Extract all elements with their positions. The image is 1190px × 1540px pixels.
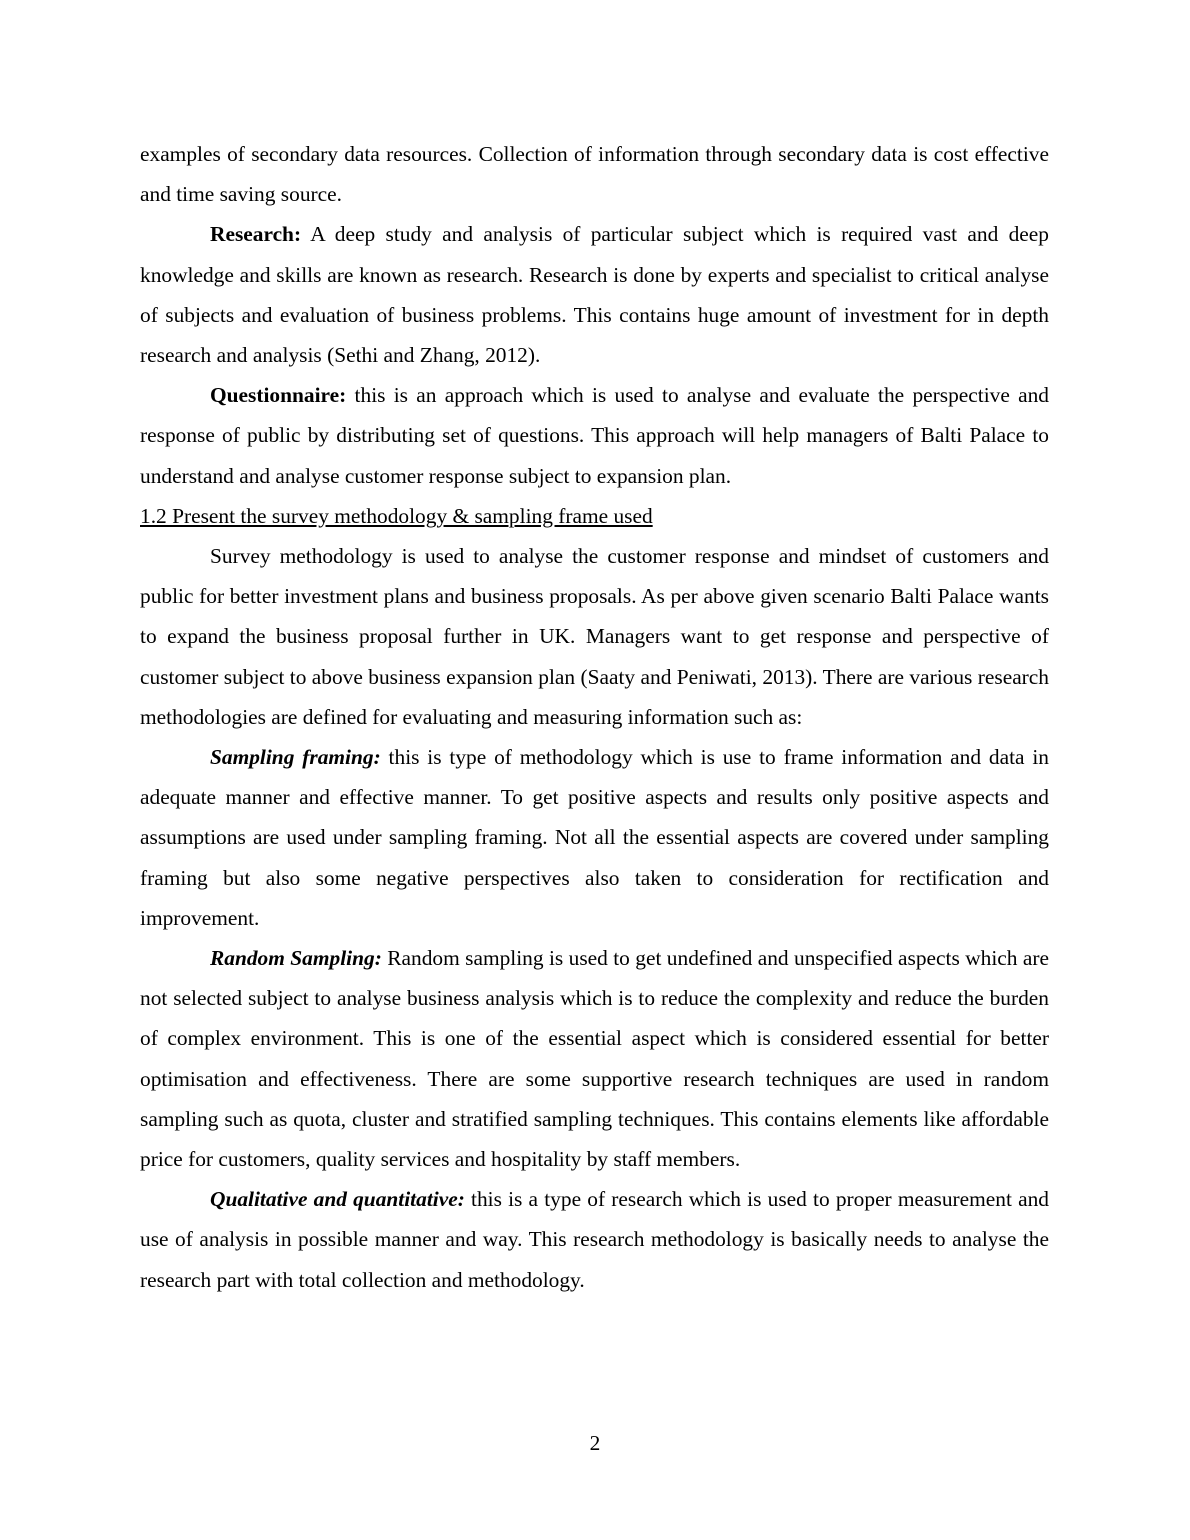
sampling-framing-paragraph [140,737,1049,938]
qualitative-quantitative-term: Qualitative and quantitative: [210,1187,465,1212]
section-heading: 1.2 Present the survey methodology & sampling frame used [140,503,653,528]
qualitative-quantitative-paragraph [140,1179,1049,1300]
qualitative-quantitative-text: this is a type of research which is used to proper measurement and use of analysis in possible manner and way. This research methodology is basically needs to analyse the research part with total collection and methodology. [140,1187,1049,1292]
research-paragraph [140,214,1049,375]
page-body [140,134,1049,1300]
research-text: A deep study and analysis of particular subject which is required vast and deep knowledge and skills are known as research. Research is done by experts and specialist to critical analyse of subjects and evaluation of business problems. This contains huge amount of investment for in depth research and analysis (Sethi and Zhang, 2012). [140,222,1049,368]
random-sampling-paragraph [140,938,1049,1179]
intro-paragraph: examples of secondary data resources. Collection of information through secondary data is cost effective and time saving source. [140,142,1049,207]
random-sampling-term: Random Sampling: [210,946,382,971]
research-term: Research: [210,222,302,247]
sampling-framing-term: Sampling framing: [210,745,381,770]
questionnaire-text: this is an approach which is used to analyse and evaluate the perspective and response of public by distributing set of questions. This approach will help managers of Balti Palace to understand and analyse customer response subject to expansion plan. [140,383,1049,488]
survey-paragraph: Survey methodology is used to analyse the customer response and mindset of customers and public for better investment plans and business proposals. As per above given scenario Balti Palace wants to expand the business proposal further in UK. Managers want to get response and perspective of customer subject to above business expansion plan (Saaty and Peniwati, 2013). There are various research methodologies are defined for evaluating and measuring information such as: [140,544,1049,729]
questionnaire-paragraph [140,375,1049,496]
questionnaire-term: Questionnaire: [210,383,347,408]
random-sampling-text: Random sampling is used to get undefined and unspecified aspects which are not selected subject to analyse business analysis which is to reduce the complexity and reduce the burden of complex environment. This is one of the essential aspect which is considered essential for better optimisation and effectiveness. There are some supportive research techniques are used in random sampling such as quota, cluster and stratified sampling techniques. This contains elements like affordable price for customers, quality services and hospitality by staff members. [140,946,1049,1172]
page-number: 2 [589,1431,601,1455]
sampling-framing-text: this is type of methodology which is use to frame information and data in adequate manner and effective manner. To get positive aspects and results only positive aspects and assumptions are used under sampling framing. Not all the essential aspects are covered under sampling framing but also some negative perspectives also taken to consideration for rectification and improvement. [140,745,1049,930]
